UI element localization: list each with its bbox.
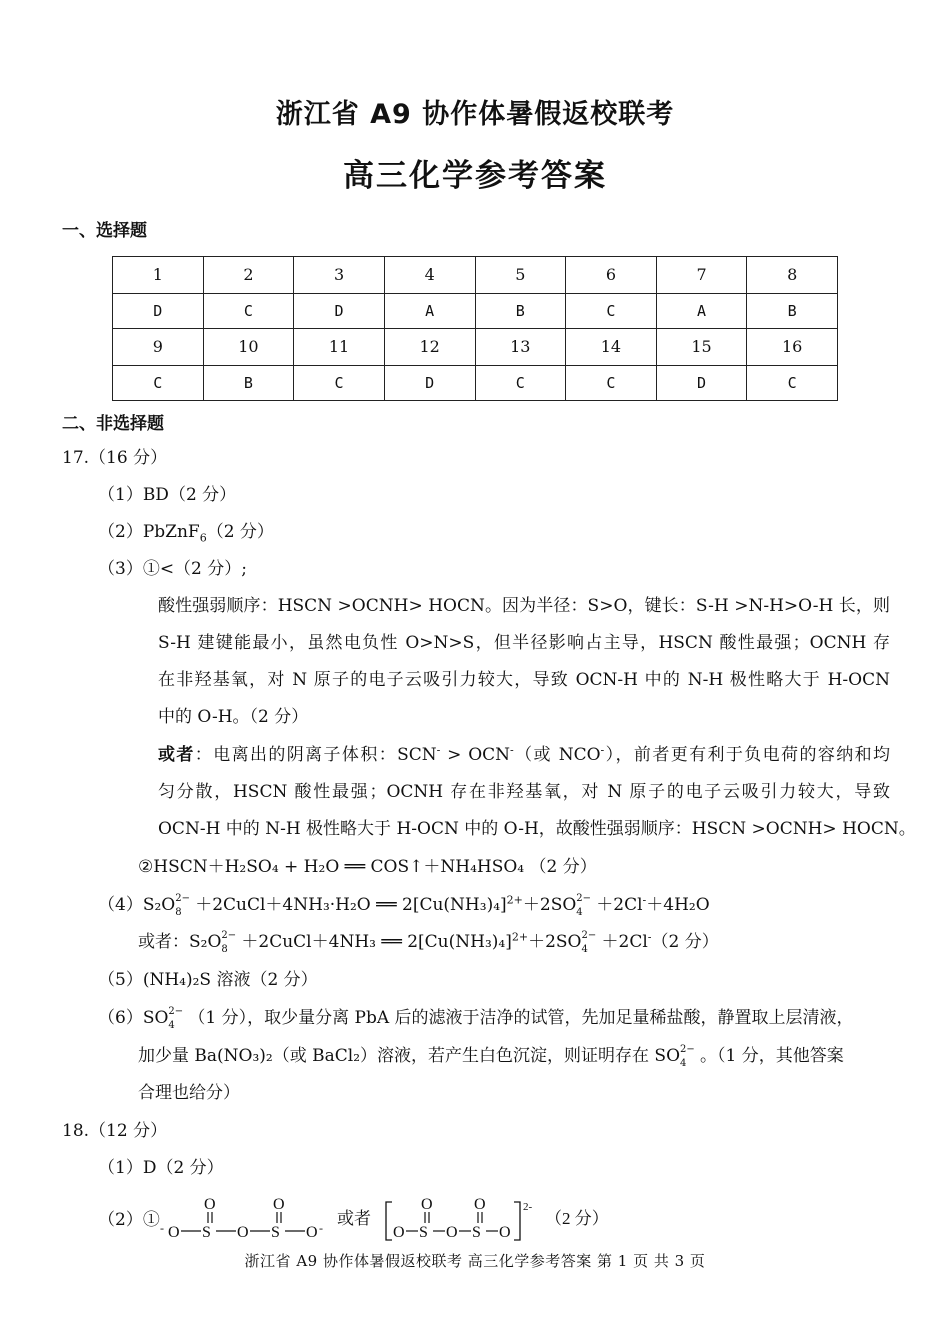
q17-equation-2: ②HSCN＋H₂SO₄ + H₂O ══ COS↑＋NH₄HSO₄ （2 分） <box>138 857 597 877</box>
q17-answer-5: （5）(NH₄)₂S 溶液（2 分） <box>98 970 318 990</box>
superscript: 2− <box>576 893 592 904</box>
table-cell: C <box>294 365 385 400</box>
atom-o: O <box>446 1224 458 1241</box>
text-line: 匀分散，HSCN 酸性最强；OCNH 存在非羟基氧，对 N 原子的电子云吸引力较大，导致 <box>158 782 890 802</box>
table-cell: B <box>475 293 566 328</box>
charge-minus: - <box>160 1221 164 1235</box>
or-text: 或者 <box>337 1209 371 1228</box>
q17-answer-2 <box>98 520 274 544</box>
text: ＋2CuCl＋4NH₃·H₂O ══ 2[Cu(NH₃)₄] <box>195 895 507 915</box>
text-line: S-H 建键能最小，虽然电负性 O>N>S，但半径影响占主导，HSCN 酸性最强；OCNH 存 <box>158 633 890 653</box>
table-cell: D <box>113 293 204 328</box>
table-cell: 8 <box>747 257 838 294</box>
ion-charge <box>175 893 195 918</box>
table-row <box>113 293 838 328</box>
text: （4）S₂O <box>98 895 176 915</box>
atom-o: O <box>204 1196 216 1213</box>
atom-o: O <box>474 1196 486 1213</box>
text: > OCN <box>440 745 511 765</box>
q17-heading: 17.（16 分） <box>62 448 168 468</box>
superscript: 2+ <box>506 893 523 907</box>
or-label: 或者 <box>158 745 195 765</box>
answer-table <box>112 256 838 401</box>
q18-answer-2-label: （2）① <box>98 1210 160 1230</box>
q17-answer-1: （1）BD（2 分） <box>98 485 237 505</box>
text: ＋4H₂O <box>646 895 710 915</box>
text: ＋2Cl <box>601 932 648 952</box>
atom-s: S <box>271 1224 280 1241</box>
atom-s: S <box>202 1224 211 1241</box>
table-cell: C <box>113 365 204 400</box>
atom-o: O <box>306 1224 318 1241</box>
table-cell: 7 <box>656 257 747 294</box>
subscript: 4 <box>680 1058 687 1069</box>
q18-heading: 18.（12 分） <box>62 1121 168 1141</box>
subscript: 8 <box>221 944 228 955</box>
text: ＋2Cl <box>596 895 643 915</box>
text-line <box>158 737 890 774</box>
superscript: 2− <box>581 930 597 941</box>
table-cell: 2 <box>203 257 294 294</box>
text: 。（1 分，其他答案 <box>700 1046 844 1066</box>
page-footer: 浙江省 A9 协作体暑假返校联考 高三化学参考答案 第 1 页 共 3 页 <box>244 1252 706 1270</box>
atom-o: O <box>237 1224 249 1241</box>
ion-charge <box>680 1044 700 1069</box>
table-cell: B <box>203 365 294 400</box>
text-line: 中的 O-H。（2 分） <box>158 707 309 727</box>
section-heading-choice: 一、选择题 <box>62 221 147 241</box>
table-row <box>113 365 838 400</box>
subscript: 4 <box>168 1020 175 1031</box>
table-cell: C <box>747 365 838 400</box>
table-cell: C <box>566 293 657 328</box>
text: （1 分），取少量分离 PbA 后的滤液于洁净的试管，先加足量稀盐酸，静置取上层清液， <box>188 1008 854 1028</box>
table-cell: 14 <box>566 328 657 365</box>
table-cell: B <box>747 293 838 328</box>
subscript: 6 <box>199 531 207 545</box>
atom-o: O <box>421 1196 433 1213</box>
atom-s: S <box>472 1224 481 1241</box>
ion-charge <box>576 893 596 918</box>
table-cell: 12 <box>384 328 475 365</box>
ion-charge <box>168 1006 188 1031</box>
superscript: - <box>510 743 514 757</box>
text-line: 酸性强弱顺序：HSCN >OCNH> HOCN。因为半径：S>O，键长：S-H >N-H>O-H 长，则 <box>158 596 890 616</box>
superscript: 2− <box>221 930 237 941</box>
table-cell: D <box>384 365 475 400</box>
superscript: - <box>600 743 605 757</box>
table-cell: 1 <box>113 257 204 294</box>
subscript: 4 <box>576 907 583 918</box>
superscript: 2− <box>175 893 190 904</box>
q17-answer-4-alt <box>138 930 719 954</box>
text: ＋2SO <box>522 895 577 915</box>
superscript: 2− <box>168 1006 184 1017</box>
text: （或 NCO <box>513 745 601 765</box>
bracket-right <box>514 1202 520 1240</box>
superscript: 2− <box>680 1044 695 1055</box>
atom-o: O <box>168 1224 180 1241</box>
ion-charge <box>581 930 602 955</box>
text-line: OCN-H 中的 N-H 极性略大于 H-OCN 中的 O-H，故酸性强弱顺序：HSCN >OCNH> HOCN。 <box>158 819 916 839</box>
table-row <box>113 328 838 365</box>
atom-o: O <box>499 1224 511 1241</box>
q17-alternative <box>158 737 916 848</box>
atom-s: S <box>419 1224 428 1241</box>
q17-answer-6-line1 <box>98 1006 854 1030</box>
table-cell: 5 <box>475 257 566 294</box>
table-cell: 15 <box>656 328 747 365</box>
table-cell: 10 <box>203 328 294 365</box>
text: ），前者更有利于负电荷的容纳和均 <box>604 745 891 765</box>
table-cell: C <box>475 365 566 400</box>
atom-o: O <box>273 1196 285 1213</box>
table-cell: A <box>656 293 747 328</box>
table-cell: 4 <box>384 257 475 294</box>
text-line: 在非羟基氧，对 N 原子的电子云吸引力较大，导致 OCN-H 中的 N-H 极性略大于 H-OCN <box>158 670 890 690</box>
superscript: - <box>647 930 652 944</box>
q18-answer-1: （1）D（2 分） <box>98 1158 224 1178</box>
q17-answer-3: （3）①<（2 分）; <box>98 559 248 579</box>
superscript: 2+ <box>511 930 529 944</box>
ion-charge <box>221 930 241 955</box>
table-cell: D <box>294 293 385 328</box>
q17-answer-4 <box>98 893 710 917</box>
table-cell: 6 <box>566 257 657 294</box>
text: ＋2SO <box>528 932 582 952</box>
table-cell: C <box>203 293 294 328</box>
table-cell: A <box>384 293 475 328</box>
q17-answer-6-line2 <box>138 1044 844 1068</box>
text: （2 分） <box>651 932 719 952</box>
subscript: 8 <box>175 907 182 918</box>
atom-o: O <box>393 1224 405 1241</box>
superscript: - <box>642 893 647 907</box>
table-cell: 16 <box>747 328 838 365</box>
text: ：电离出的阴离子体积：SCN <box>194 745 437 765</box>
score-label: （2 分） <box>545 1209 609 1228</box>
section-heading-nonchoice: 二、非选择题 <box>62 414 164 434</box>
table-row <box>113 257 838 294</box>
dithionate-structure <box>160 1190 610 1246</box>
charge-minus: - <box>319 1221 323 1235</box>
document-subtitle: 高三化学参考答案 <box>343 158 607 194</box>
q17-answer-6-line3: 合理也给分） <box>138 1083 240 1103</box>
text: （2）PbZnF <box>98 522 200 542</box>
bracket-left <box>386 1202 392 1240</box>
table-cell: C <box>566 365 657 400</box>
text: （2 分） <box>206 522 274 542</box>
table-cell: 9 <box>113 328 204 365</box>
text: 或者：S₂O <box>138 932 222 952</box>
table-cell: D <box>656 365 747 400</box>
table-cell: 3 <box>294 257 385 294</box>
text: ＋2CuCl＋4NH₃ ══ 2[Cu(NH₃)₄] <box>241 932 512 952</box>
text: （6）SO <box>98 1008 169 1028</box>
text: 加少量 Ba(NO₃)₂（或 BaCl₂）溶液，若产生白色沉淀，则证明存在 SO <box>138 1046 681 1066</box>
subscript: 4 <box>581 944 588 955</box>
document-title: 浙江省 A9 协作体暑假返校联考 <box>275 99 675 130</box>
table-cell: 11 <box>294 328 385 365</box>
table-cell: 13 <box>475 328 566 365</box>
q17-explanation <box>158 588 890 736</box>
charge-label: 2- <box>523 1201 533 1213</box>
superscript: - <box>436 743 441 757</box>
